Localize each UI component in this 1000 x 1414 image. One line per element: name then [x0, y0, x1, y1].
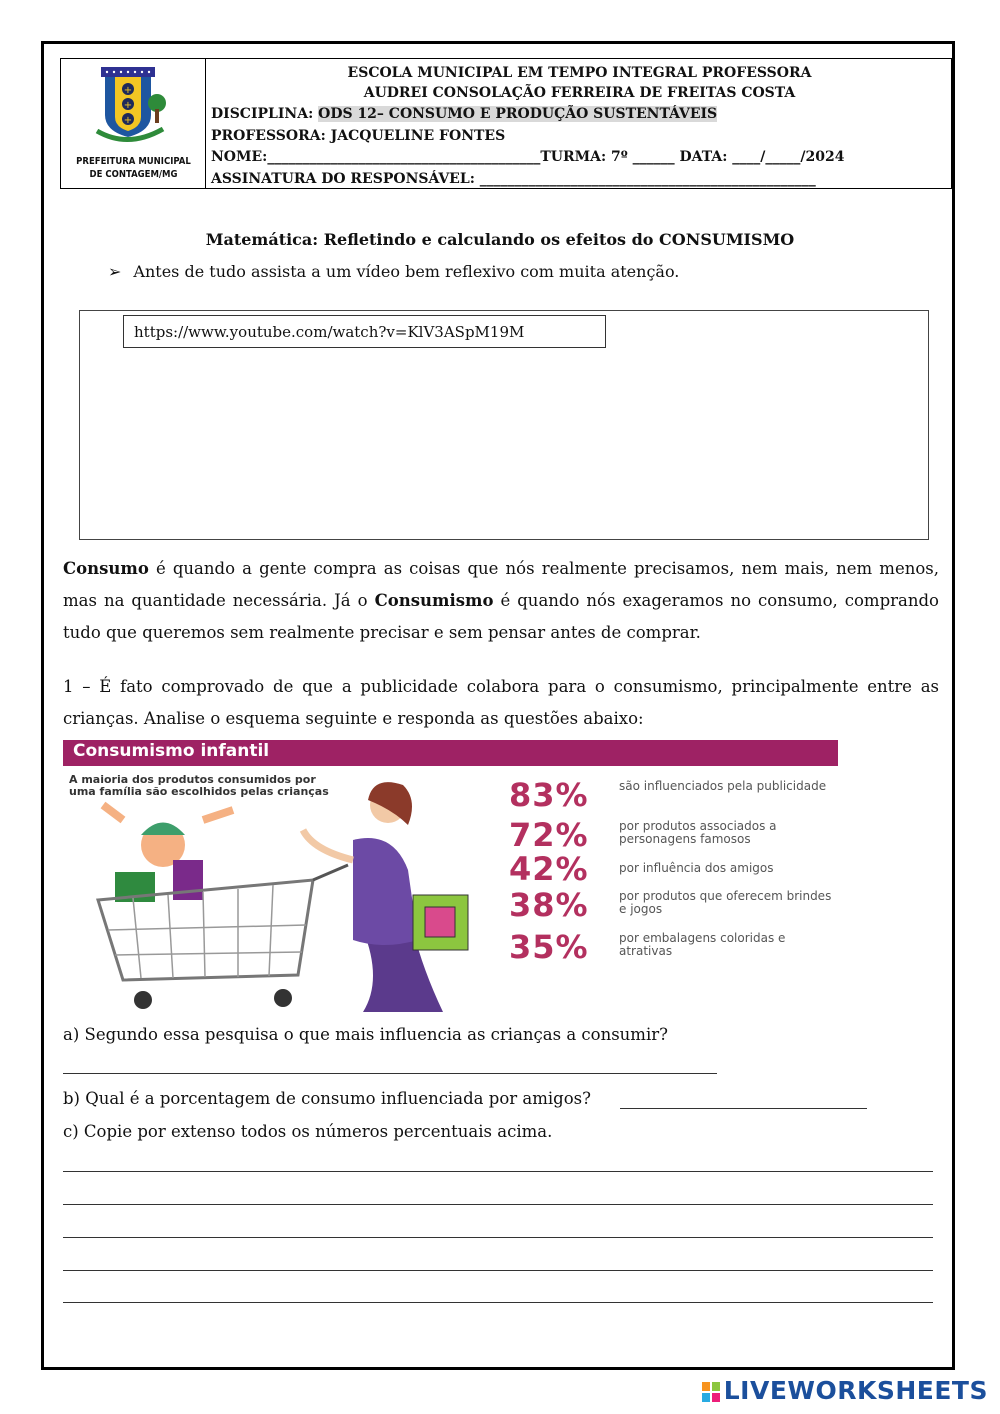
teacher-row: PROFESSORA: JACQUELINE FONTES [211, 128, 506, 144]
definition-text-1: é quando a gente compra as coisas que nós realmente precisamos, nem mais, nem menos, mas na quantidade necessária. Já o [63, 559, 939, 610]
answer-c-line[interactable] [63, 1302, 933, 1303]
term-consumismo: Consumismo [374, 591, 494, 610]
consumerism-infographic [63, 740, 838, 1012]
guardian-signature-row[interactable]: ASSINATURA DO RESPONSÁVEL: ________________________________________________ [211, 171, 816, 187]
liveworksheets-watermark [702, 1376, 988, 1405]
definition-paragraph [63, 553, 939, 649]
school-name-line1: ESCOLA MUNICIPAL EM TEMPO INTEGRAL PROFESSORA [347, 65, 812, 81]
answer-a-line[interactable] [63, 1073, 717, 1074]
liveworksheets-logo-icon [702, 1382, 720, 1402]
svg-text:+: + [123, 115, 133, 126]
logo-caption [72, 155, 195, 181]
school-name [211, 63, 948, 103]
percent-42-desc: por influência dos amigos [619, 861, 774, 875]
arrow-bullet-icon: ➢ [108, 262, 122, 281]
watermark-text: LIVEWORKSHEETS [723, 1376, 988, 1405]
logo-caption-line1: PREFEITURA MUNICIPAL [76, 156, 191, 167]
percent-35-desc: por embalagens coloridas e atrativas [619, 931, 786, 958]
question-a: a) Segundo essa pesquisa o que mais influencia as crianças a consumir? [63, 1025, 668, 1044]
school-name-line2: AUDREI CONSOLAÇÃO FERREIRA DE FREITAS COSTA [363, 85, 796, 101]
definition-text-2: é quando nós exageramos no consumo, comprando tudo que queremos sem realmente precisar e sem pensar antes de comprar. [63, 591, 939, 642]
answer-c-line[interactable] [63, 1270, 933, 1271]
answer-c-line[interactable] [63, 1237, 933, 1238]
discipline-row [211, 104, 717, 124]
answer-b-line[interactable] [620, 1108, 867, 1109]
percent-83-desc: são influenciados pela publicidade [619, 779, 827, 793]
answer-c-line[interactable] [63, 1204, 933, 1205]
worksheet-title: Matemática: Refletindo e calculando os efeitos do CONSUMISMO [205, 230, 795, 249]
svg-text:+: + [123, 85, 133, 96]
infographic-header [63, 740, 838, 766]
percent-72: 72% [509, 816, 589, 854]
percent-83: 83% [509, 776, 589, 814]
infographic-title: Consumismo infantil [73, 741, 270, 761]
percent-35: 35% [509, 928, 589, 966]
intro-text: Antes de tudo assista a um vídeo bem reflexivo com muita atenção. [133, 262, 680, 281]
infographic-subtitle: A maioria dos produtos consumidos por uma família são escolhidos pelas crianças [69, 773, 329, 798]
logo-cell [61, 59, 206, 188]
svg-text:+: + [123, 100, 133, 111]
intro-instruction [108, 262, 679, 281]
percent-38-desc: por produtos que oferecem brindes e jogos [619, 889, 832, 916]
name-class-date-row[interactable]: NOME:_______________________________________TURMA: 7º ______ DATA: ____/_____/2024 [211, 149, 845, 165]
video-box[interactable] [79, 310, 929, 540]
city-coat-of-arms-logo [93, 65, 173, 145]
discipline-value: ODS 12– CONSUMO E PRODUÇÃO SUSTENTÁVEIS [318, 106, 718, 122]
percent-42: 42% [509, 850, 589, 888]
question-b: b) Qual é a porcentagem de consumo influenciada por amigos? [63, 1089, 591, 1108]
percent-38: 38% [509, 886, 589, 924]
percent-72-desc: por produtos associados a personagens famosos [619, 819, 777, 846]
header-table [60, 58, 952, 189]
shopping-cart-illustration [63, 780, 503, 1012]
logo-caption-line2: DE CONTAGEM/MG [89, 169, 178, 180]
term-consumo: Consumo [63, 559, 149, 578]
discipline-label: DISCIPLINA: [211, 106, 319, 122]
video-url-link[interactable]: https://www.youtube.com/watch?v=KlV3ASpM19M [123, 315, 606, 348]
answer-c-line[interactable] [63, 1171, 933, 1172]
question-1-prompt: 1 – É fato comprovado de que a publicidade colabora para o consumismo, principalmente entre as crianças. Analise o esquema seguinte e responda as questões abaixo: [63, 677, 939, 728]
question-c: c) Copie por extenso todos os números percentuais acima. [63, 1122, 553, 1141]
